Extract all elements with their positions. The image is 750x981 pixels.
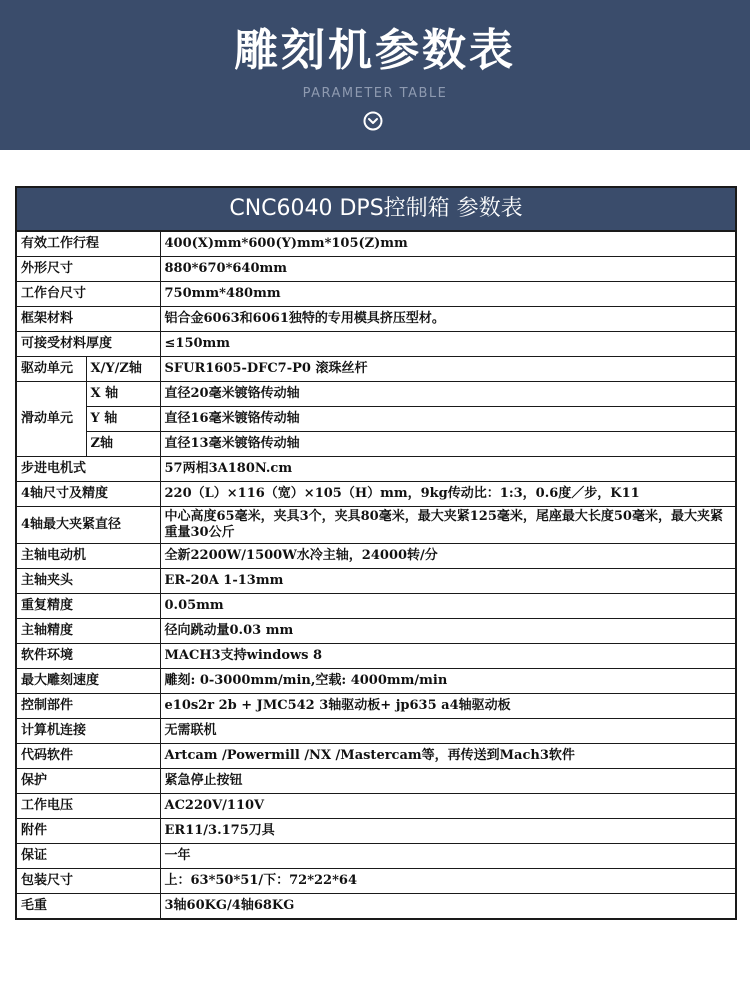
row-sublabel: X/Y/Z轴 [86,357,160,382]
table-row [16,719,736,744]
row-value: 径向跳动量0.03 mm [160,619,736,644]
row-value: 直径20毫米镀铬传动轴 [160,382,736,407]
table-row [16,594,736,619]
table-row [16,382,736,407]
table-row [16,819,736,844]
row-label: 步进电机式 [16,457,160,482]
row-sublabel: Z轴 [86,432,160,457]
row-value: ≤150mm [160,332,736,357]
row-label: 工作台尺寸 [16,282,160,307]
table-row [16,332,736,357]
table-row [16,231,736,257]
row-value: 紧急停止按钮 [160,769,736,794]
row-value: ER11/3.175刀具 [160,819,736,844]
row-value: 400(X)mm*600(Y)mm*105(Z)mm [160,231,736,257]
row-value: 直径16毫米镀铬传动轴 [160,407,736,432]
table-row [16,544,736,569]
row-value: MACH3支持windows 8 [160,644,736,669]
table-row [16,257,736,282]
row-label: 包装尺寸 [16,869,160,894]
row-label: 重复精度 [16,594,160,619]
row-value: e10s2r 2b + JMC542 3轴驱动板+ jp635 a4轴驱动板 [160,694,736,719]
row-label: 工作电压 [16,794,160,819]
row-value: 全新2200W/1500W水冷主轴，24000转/分 [160,544,736,569]
table-row [16,282,736,307]
row-label: 滑动单元 [16,382,86,457]
row-sublabel: X 轴 [86,382,160,407]
row-value: 铝合金6063和6061独特的专用模具挤压型材。 [160,307,736,332]
table-row [16,769,736,794]
table-row [16,894,736,920]
row-label: 附件 [16,819,160,844]
row-label: 代码软件 [16,744,160,769]
table-row [16,482,736,507]
row-label: 主轴夹头 [16,569,160,594]
chevron-down-circle-icon [363,111,383,131]
table-row [16,794,736,819]
table-row [16,619,736,644]
row-value: 750mm*480mm [160,282,736,307]
row-label: 保证 [16,844,160,869]
row-label: 保护 [16,769,160,794]
table-row [16,407,736,432]
parameter-table-container [15,186,735,920]
page-header [0,0,750,150]
row-value: 雕刻: 0-3000mm/min,空载: 4000mm/min [160,669,736,694]
row-value: 上：63*50*51/下：72*22*64 [160,869,736,894]
row-label: 4轴最大夹紧直径 [16,507,160,544]
row-label: 控制部件 [16,694,160,719]
row-value: 中心高度65毫米，夹具3个，夹具80毫米，最大夹紧125毫米，尾座最大长度50毫米，最大夹紧重量30公斤 [160,507,736,544]
table-row [16,669,736,694]
table-row [16,844,736,869]
row-value: 3轴60KG/4轴68KG [160,894,736,920]
table-row [16,569,736,594]
row-label: 外形尺寸 [16,257,160,282]
row-sublabel: Y 轴 [86,407,160,432]
row-label: 毛重 [16,894,160,920]
row-value: AC220V/110V [160,794,736,819]
row-value: 无需联机 [160,719,736,744]
row-label: 框架材料 [16,307,160,332]
table-caption-row [16,187,736,231]
row-label: 驱动单元 [16,357,86,382]
table-row [16,694,736,719]
row-label: 4轴尺寸及精度 [16,482,160,507]
table-row [16,744,736,769]
row-value: 220（L）×116（宽）×105（H）mm，9kg传动比：1:3，0.6度／步，K11 [160,482,736,507]
table-row [16,869,736,894]
row-label: 计算机连接 [16,719,160,744]
row-value: ER-20A 1-13mm [160,569,736,594]
row-label: 有效工作行程 [16,231,160,257]
table-row [16,357,736,382]
table-row [16,644,736,669]
row-value: Artcam /Powermill /NX /Mastercam等，再传送到Mach3软件 [160,744,736,769]
table-row [16,507,736,544]
row-value: SFUR1605-DFC7-P0 滚珠丝杆 [160,357,736,382]
row-value: 一年 [160,844,736,869]
row-label: 软件环境 [16,644,160,669]
row-value: 直径13毫米镀铬传动轴 [160,432,736,457]
row-value: 57两相3A180N.cm [160,457,736,482]
row-label: 最大雕刻速度 [16,669,160,694]
row-value: 0.05mm [160,594,736,619]
table-row [16,307,736,332]
row-value: 880*670*640mm [160,257,736,282]
page-title: 雕刻机参数表 [234,25,516,76]
page-subtitle: PARAMETER TABLE [302,86,448,101]
table-row [16,457,736,482]
row-label: 主轴精度 [16,619,160,644]
row-label: 主轴电动机 [16,544,160,569]
parameter-table [15,186,737,920]
table-caption: CNC6040 DPS控制箱 参数表 [16,187,736,231]
row-label: 可接受材料厚度 [16,332,160,357]
table-row [16,432,736,457]
